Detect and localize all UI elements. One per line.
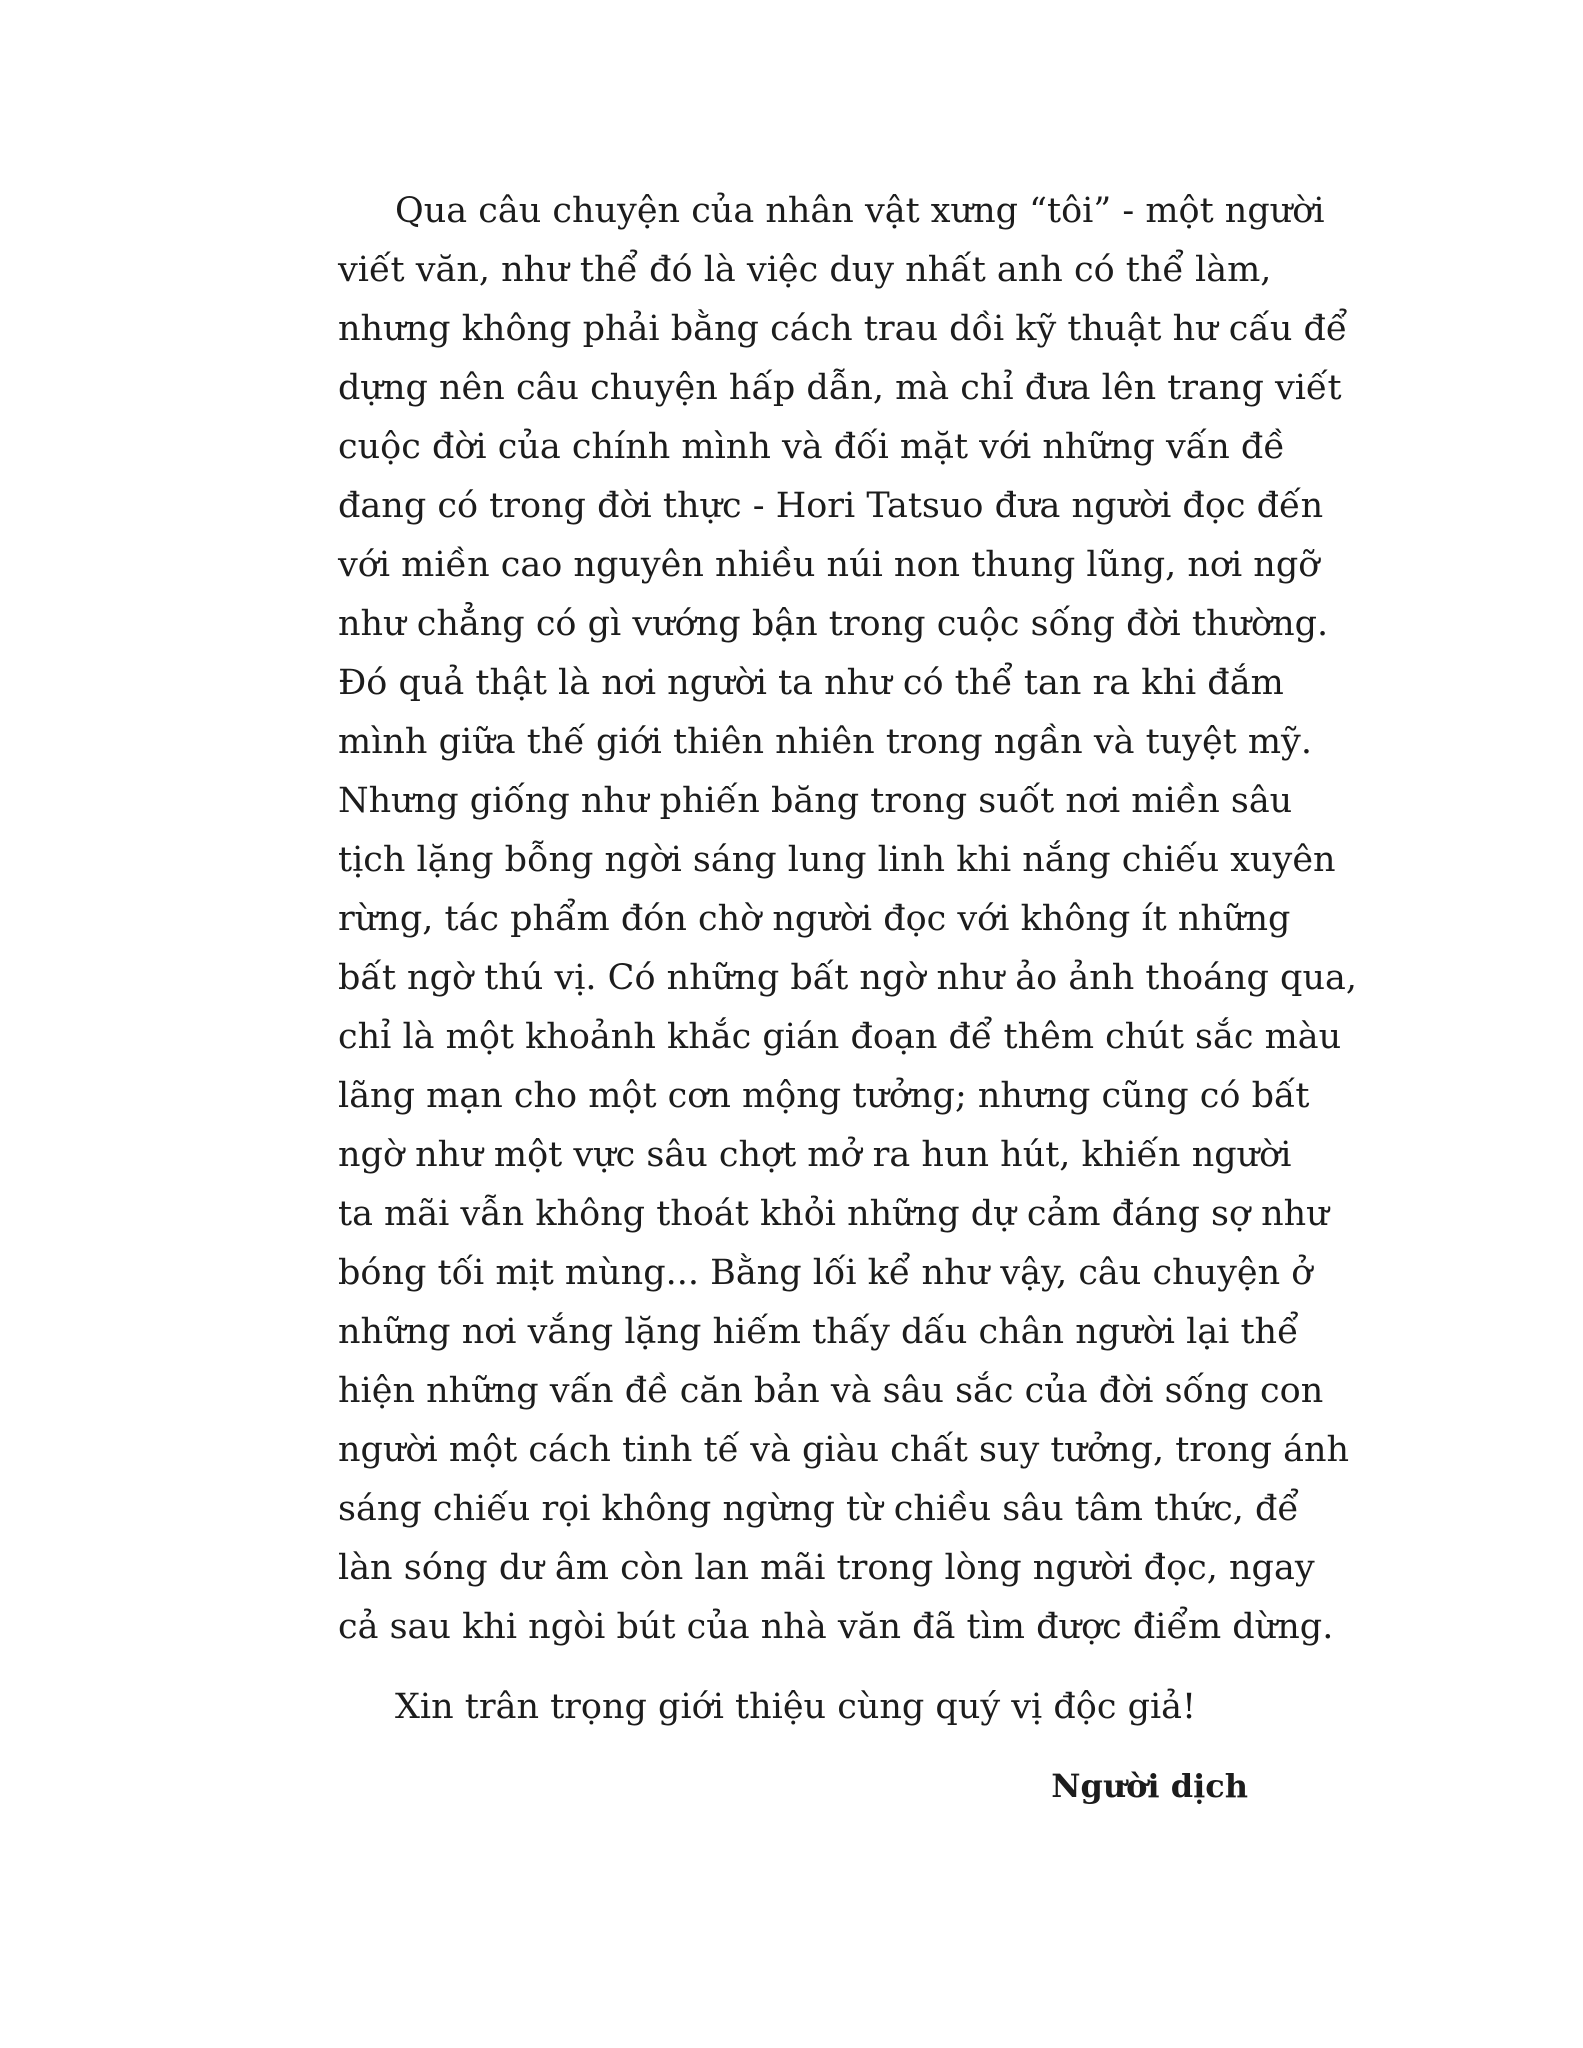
paragraph-line: sáng chiếu rọi không ngừng từ chiều sâu tâm thức, để bbox=[338, 1489, 1299, 1529]
paragraph-line: ta mãi vẫn không thoát khỏi những dự cảm đáng sợ như bbox=[338, 1194, 1329, 1234]
paragraph-line: lãng mạn cho một cơn mộng tưởng; nhưng cũng có bất bbox=[338, 1076, 1310, 1116]
paragraph-line: dựng nên câu chuyện hấp dẫn, mà chỉ đưa lên trang viết bbox=[338, 368, 1342, 408]
paragraph-line: bóng tối mịt mùng... Bằng lối kể như vậy, câu chuyện ở bbox=[338, 1253, 1313, 1293]
paragraph-line: những nơi vắng lặng hiếm thấy dấu chân người lại thể bbox=[338, 1312, 1299, 1352]
paragraph-line: Qua câu chuyện của nhân vật xưng “tôi” - một người bbox=[395, 191, 1325, 231]
paragraph-line: bất ngờ thú vị. Có những bất ngờ như ảo ảnh thoáng qua, bbox=[338, 958, 1357, 998]
paragraph-line: nhưng không phải bằng cách trau dồi kỹ thuật hư cấu để bbox=[338, 309, 1348, 349]
translator-signature: Người dịch bbox=[1051, 1767, 1248, 1805]
paragraph-line: Đó quả thật là nơi người ta như có thể tan ra khi đắm bbox=[338, 663, 1284, 703]
paragraph-line: cả sau khi ngòi bút của nhà văn đã tìm được điểm dừng. bbox=[338, 1607, 1334, 1647]
paragraph-line: người một cách tinh tế và giàu chất suy tưởng, trong ánh bbox=[338, 1430, 1350, 1470]
paragraph-line: viết văn, như thể đó là việc duy nhất anh có thể làm, bbox=[338, 250, 1272, 290]
paragraph-line: làn sóng dư âm còn lan mãi trong lòng người đọc, ngay bbox=[338, 1548, 1315, 1588]
paragraph-line: rừng, tác phẩm đón chờ người đọc với không ít những bbox=[338, 899, 1291, 939]
closing-line: Xin trân trọng giới thiệu cùng quý vị độc giả! bbox=[395, 1687, 1197, 1727]
paragraph-line: chỉ là một khoảnh khắc gián đoạn để thêm chút sắc màu bbox=[338, 1017, 1342, 1057]
paragraph-line: với miền cao nguyên nhiều núi non thung lũng, nơi ngỡ bbox=[338, 545, 1320, 585]
paragraph-line: như chẳng có gì vướng bận trong cuộc sống đời thường. bbox=[338, 604, 1329, 644]
paragraph-line: ngờ như một vực sâu chợt mở ra hun hút, khiến người bbox=[338, 1135, 1292, 1175]
main-paragraph bbox=[338, 182, 1357, 1657]
paragraph-line: cuộc đời của chính mình và đối mặt với những vấn đề bbox=[338, 427, 1285, 467]
paragraph-line: hiện những vấn đề căn bản và sâu sắc của đời sống con bbox=[338, 1371, 1324, 1411]
paragraph-line: mình giữa thế giới thiên nhiên trong ngần và tuyệt mỹ. bbox=[338, 722, 1312, 762]
paragraph-line: đang có trong đời thực - Hori Tatsuo đưa người đọc đến bbox=[338, 486, 1324, 526]
paragraph-line: Nhưng giống như phiến băng trong suốt nơi miền sâu bbox=[338, 781, 1293, 821]
paragraph-line: tịch lặng bỗng ngời sáng lung linh khi nắng chiếu xuyên bbox=[338, 840, 1336, 880]
